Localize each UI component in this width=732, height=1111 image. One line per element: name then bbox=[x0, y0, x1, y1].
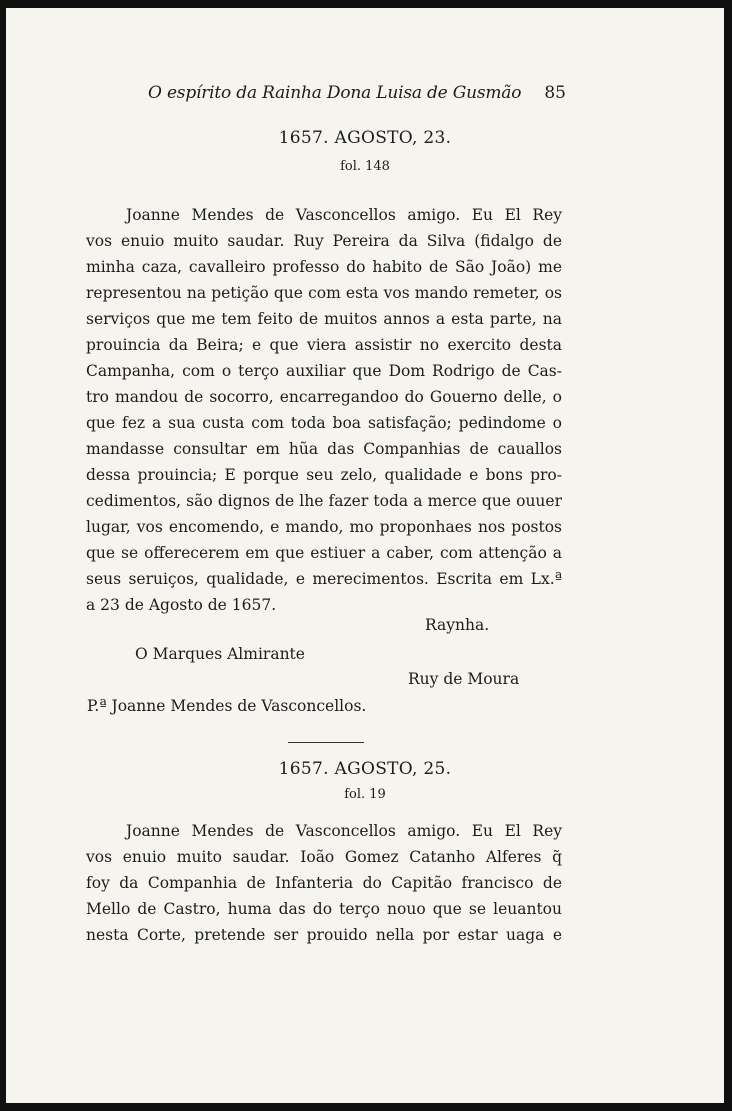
letter2-line: nesta Corte, pretende ser prouido nella por estar uaga e bbox=[86, 926, 562, 944]
letter1-folio: fol. 148 bbox=[340, 159, 390, 174]
section-divider bbox=[288, 742, 364, 743]
letter1-line: Joanne Mendes de Vasconcellos amigo. Eu El Rey bbox=[126, 206, 562, 224]
secretary-signature: Ruy de Moura bbox=[408, 670, 520, 688]
letter1-line: a 23 de Agosto de 1657. bbox=[86, 596, 277, 614]
page-number: 85 bbox=[544, 83, 566, 103]
letter1-line: cedimentos, são dignos de lhe fazer toda a merce que ouuer bbox=[86, 492, 562, 510]
letter1-body bbox=[86, 202, 562, 618]
letter2-folio: fol. 19 bbox=[344, 787, 386, 802]
running-head bbox=[148, 83, 566, 109]
letter1-line: que fez a sua custa com toda boa satisfação; pedindome o bbox=[86, 414, 562, 432]
letter1-line: mandasse consultar em hũa das Companhias de cauallos bbox=[86, 440, 562, 458]
letter2-line: Joanne Mendes de Vasconcellos amigo. Eu El Rey bbox=[126, 822, 562, 840]
letter1-line: representou na petição que com esta vos mando remeter, os bbox=[86, 284, 562, 302]
letter2-line: Mello de Castro, huma das do terço nouo que se leuantou bbox=[86, 900, 562, 918]
letter1-line: lugar, vos encomendo, e mando, mo proponhaes nos postos bbox=[86, 518, 562, 536]
letter1-line: Campanha, com o terço auxiliar que Dom Rodrigo de Cas- bbox=[86, 362, 562, 380]
marques-line: O Marques Almirante bbox=[135, 645, 305, 663]
letter2-date-heading: 1657. AGOSTO, 25. bbox=[278, 759, 452, 779]
letter2-body bbox=[86, 818, 562, 948]
letter1-line: prouincia da Beira; e que viera assistir no exercito desta bbox=[86, 336, 562, 354]
letter1-line: serviços que me tem feito de muitos annos a esta parte, na bbox=[86, 310, 562, 328]
letter1-line: tro mandou de socorro, encarregandoo do Gouerno delle, o bbox=[86, 388, 562, 406]
running-head-title: O espírito da Rainha Dona Luisa de Gusmão bbox=[148, 83, 522, 103]
letter1-line: dessa prouincia; E porque seu zelo, qualidade e bons pro- bbox=[86, 466, 562, 484]
signature-queen: Raynha. bbox=[425, 616, 490, 634]
letter1-line: seus seruiços, qualidade, e merecimentos. Escrita em Lx.ª bbox=[86, 570, 562, 588]
addressee-line: P.ª Joanne Mendes de Vasconcellos. bbox=[87, 697, 367, 715]
letter2-line: foy da Companhia de Infanteria do Capitão francisco de bbox=[86, 874, 562, 892]
letter1-date-heading: 1657. AGOSTO, 23. bbox=[278, 128, 452, 148]
document-page bbox=[6, 8, 724, 1103]
letter2-line: vos enuio muito saudar. Ioão Gomez Catanho Alferes q̃ bbox=[86, 848, 562, 866]
letter1-line: vos enuio muito saudar. Ruy Pereira da Silva (fidalgo de bbox=[86, 232, 562, 250]
letter1-line: que se offerecerem em que estiuer a caber, com attenção a bbox=[86, 544, 562, 562]
letter1-line: minha caza, cavalleiro professo do habito de São João) me bbox=[86, 258, 562, 276]
